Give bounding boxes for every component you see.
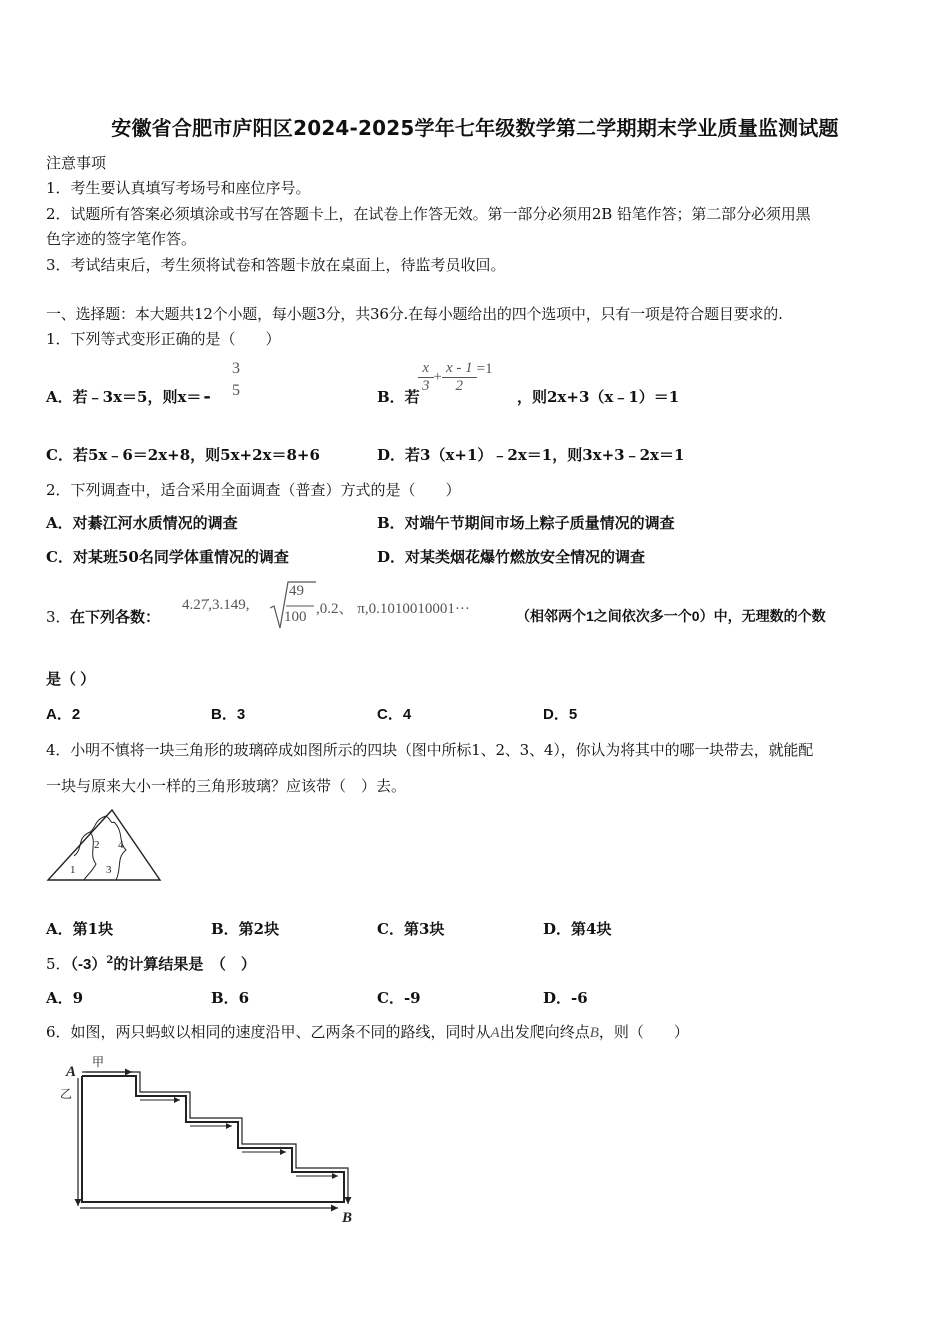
q1-option-b-equation: [418, 360, 493, 395]
q1-option-a: [46, 386, 211, 407]
q3-numbers-part2: ,0.2、 π,0.1010010001···: [316, 601, 470, 617]
notice-item-3: 3．考试结束后，考生须将试卷和答题卡放在桌面上，待监考员收回。: [46, 256, 506, 274]
q2-option-d-text: D．对某类烟花爆竹燃放安全情况的调查: [377, 548, 646, 566]
q6-stem: [46, 1021, 689, 1042]
page-title: 安徽省合肥市庐阳区2024-2025学年七年级数学第二学期期末学业质量监测试题: [111, 116, 839, 140]
fig-label-4: 4: [118, 839, 124, 851]
q5-number: 5．: [46, 955, 71, 973]
q6-stem-mid: 出发爬向终点: [499, 1023, 590, 1041]
q3-tail: （相邻两个1之间依次多一个0）中，无理数的个数: [516, 608, 826, 624]
q1-option-b-prefix: B．若: [377, 388, 420, 406]
q5-stem: [46, 953, 256, 974]
notice-item-2: 2．试题所有答案必须填涂或书写在答题卡上，在试卷上作答无效。第一部分必须用2B 铅笔作答；第二部分必须用黑: [46, 205, 811, 223]
q2-option-b-text: B．对端午节期间市场上粽子质量情况的调查: [377, 514, 675, 532]
q5-expression: （-3）: [70, 956, 107, 973]
equals-one: =1: [476, 361, 493, 377]
q6-point-a: A: [490, 1025, 500, 1041]
fraction-denominator: 2: [442, 377, 477, 395]
q5-option-b: B．6: [211, 989, 250, 1007]
fraction-numerator: x: [422, 360, 430, 376]
q2-option-c-text: C．对某班50名同学体重情况的调查: [46, 548, 289, 566]
q1-option-a-fraction: [228, 360, 244, 400]
q1-option-a-neg: -: [203, 386, 211, 407]
q2-option-b: [377, 512, 675, 533]
q2-option-d: [377, 546, 645, 567]
q4-option-a: A．第1块: [46, 920, 114, 938]
q5-stem-text: 的计算结果是 （ ）: [113, 955, 256, 973]
q1-option-b-suffix: ，则2x+3（x﹣1）＝1: [517, 388, 680, 406]
q5-exponent: 2: [106, 955, 114, 966]
q6-stem-pre: 6．如图，两只蚂蚁以相同的速度沿甲、乙两条不同的路线，同时从: [46, 1023, 491, 1041]
fig-label-jia: 甲: [92, 1055, 105, 1069]
notice-item-2-cont: 色字迹的签字笔作答。: [46, 230, 197, 248]
fig-label-1: 1: [70, 864, 76, 876]
fig-label-B: B: [342, 1210, 353, 1226]
q2-stem: 2．下列调查中，适合采用全面调查（普查）方式的是（ ）: [46, 481, 461, 499]
q3-option-a: A．2: [46, 706, 81, 723]
q4-option-d: D．第4块: [543, 920, 612, 938]
q3-stem-end: 是（ ）: [46, 671, 96, 688]
q6-stairs-figure: [52, 1052, 372, 1236]
q6-point-b: B: [589, 1025, 599, 1041]
q1-option-a-text: A．若﹣3x＝5，则x＝: [46, 388, 202, 406]
broken-triangle-icon: [46, 806, 164, 886]
fig-label-yi: 乙: [60, 1087, 73, 1101]
q3-option-c: C．4: [377, 706, 412, 723]
q4-triangle-figure: [46, 806, 164, 890]
q3-lead: 在下列各数：: [70, 608, 161, 626]
q1-option-c: C．若5x﹣6＝2x+8，则5x+2x＝8+6: [46, 446, 320, 464]
fraction-numerator: 3: [232, 360, 240, 377]
q3-sqrt: [270, 580, 318, 636]
sqrt-numerator: 49: [289, 583, 304, 599]
q4-option-c: C．第3块: [377, 920, 445, 938]
fraction-denominator: 5: [232, 382, 240, 399]
stairs-path-icon: [52, 1052, 372, 1232]
notice-heading: 注意事项: [46, 154, 107, 172]
plus-sign: +: [433, 369, 442, 385]
q6-stem-post: ，则（ ）: [598, 1023, 689, 1041]
q2-option-a: [46, 512, 238, 533]
q4-stem-line1: 4．小明不慎将一块三角形的玻璃碎成如图所示的四块（图中所标1、2、3、4），你认为将其中的哪一块带去，就能配: [46, 741, 814, 759]
q4-option-b: B．第2块: [211, 920, 280, 938]
q5-option-a: A．9: [46, 989, 84, 1007]
q3-number: 3．: [46, 608, 71, 626]
q2-option-c: [46, 546, 289, 567]
q1-option-d: D．若3（x+1）﹣2x＝1，则3x+3﹣2x＝1: [377, 446, 685, 464]
q3-option-d: D．5: [543, 706, 578, 723]
fig-label-2: 2: [94, 839, 100, 851]
q2-option-a-text: A．对綦江河水质情况的调查: [46, 514, 238, 532]
q4-stem-line2: 一块与原来大小一样的三角形玻璃？应该带（ ）去。: [46, 777, 407, 795]
fraction-x-1-over-2: [442, 360, 477, 395]
notice-item-1: 1．考生要认真填写考场号和座位序号。: [46, 179, 311, 197]
q1-stem: 1．下列等式变形正确的是（ ）: [46, 330, 281, 348]
q3-numbers-part1: 4.27̇,3.149,: [182, 597, 250, 613]
fig-label-A: A: [66, 1064, 77, 1080]
sqrt-denominator: 100: [284, 609, 307, 625]
fig-label-3: 3: [106, 864, 112, 876]
fraction-denominator: 3: [418, 377, 434, 395]
fraction-x-over-3: [418, 360, 434, 395]
q5-option-c: C．-9: [377, 989, 421, 1007]
fraction-numerator: x - 1: [445, 360, 473, 376]
section-heading: 一、选择题：本大题共12个小题，每小题3分，共36分.在每小题给出的四个选项中，只有一项是符合题目要求的.: [46, 305, 783, 323]
q5-option-d: D．-6: [543, 989, 588, 1007]
q3-option-b: B．3: [211, 706, 246, 723]
